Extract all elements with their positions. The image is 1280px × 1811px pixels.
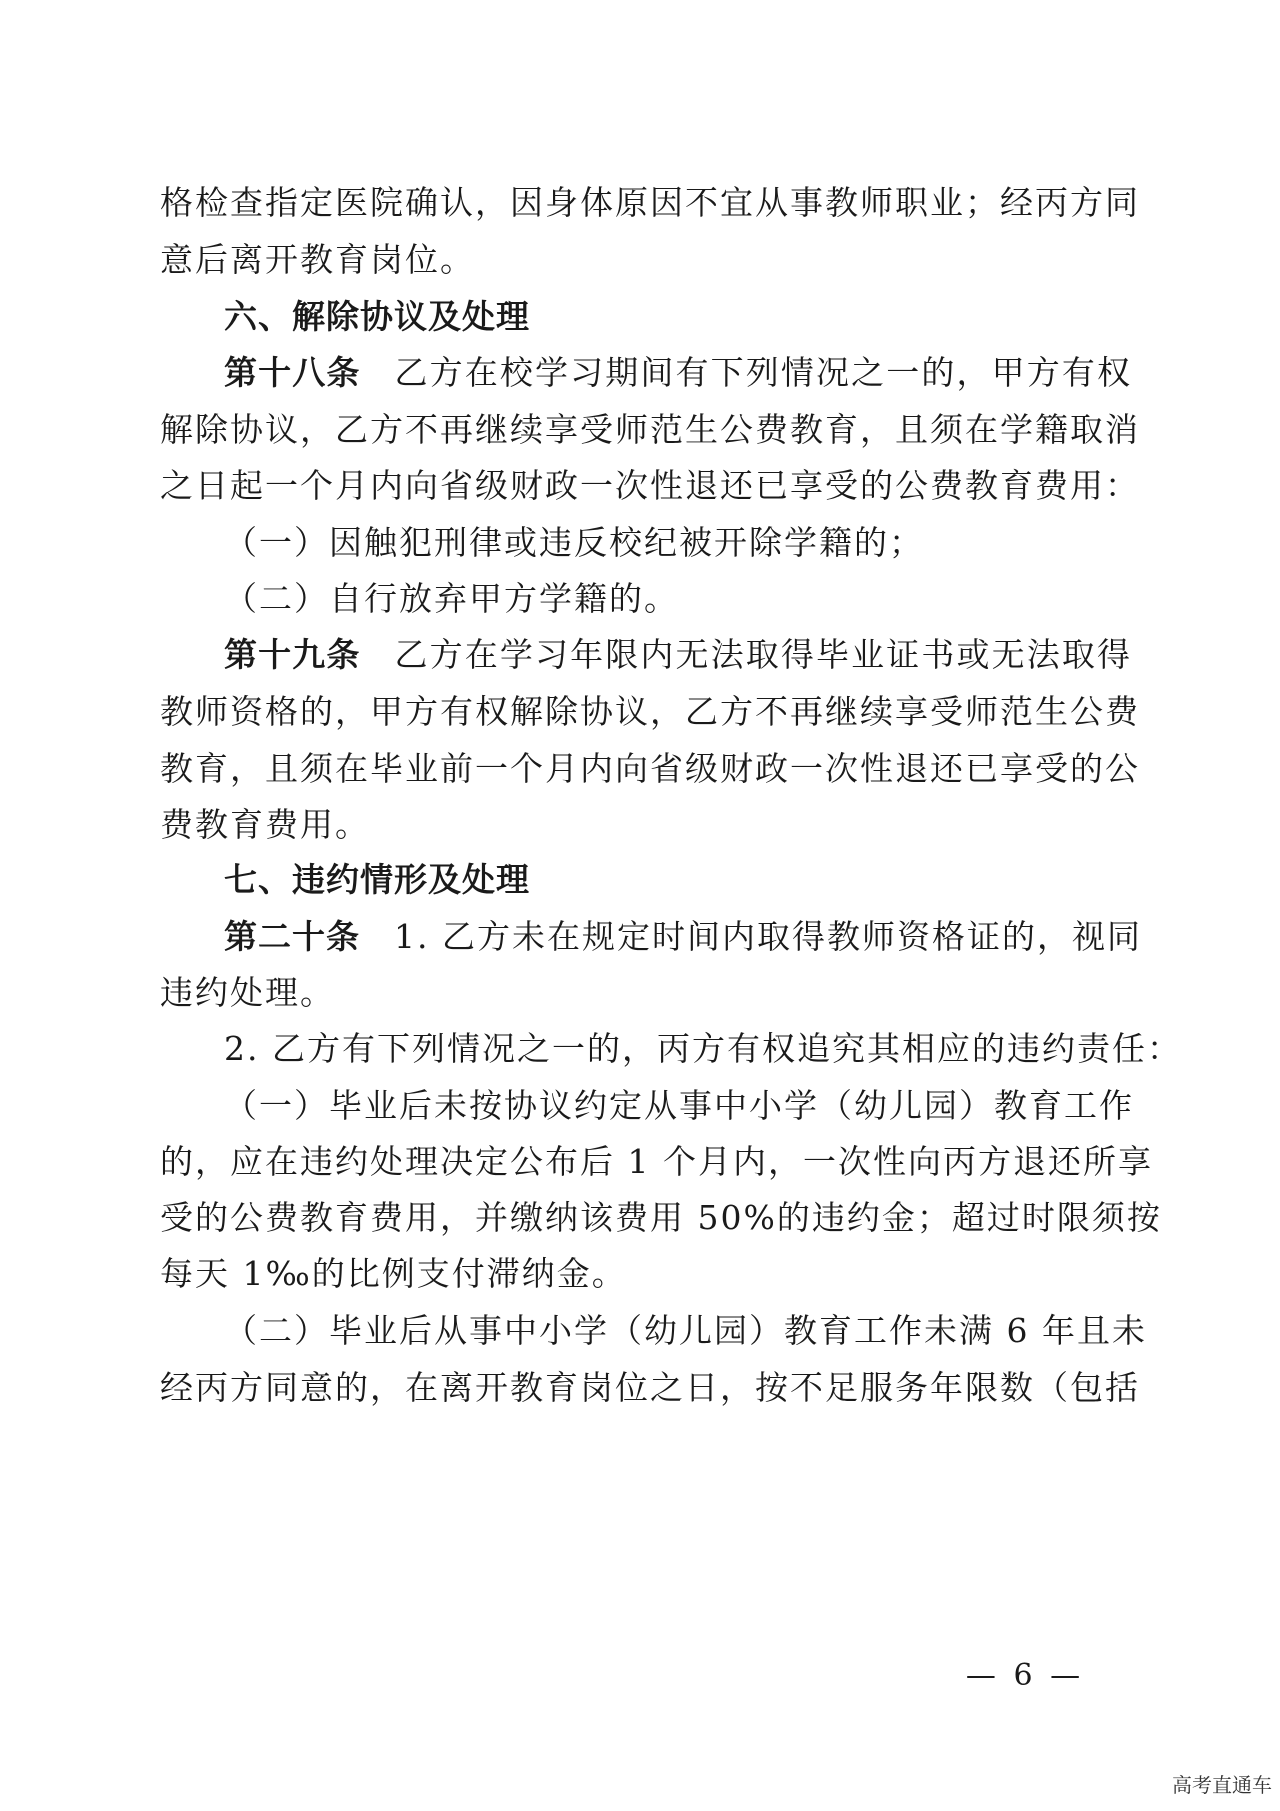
paragraph-line: 违约处理。 [160,973,335,1012]
paragraph-line: 意后离开教育岗位。 [160,240,475,279]
paragraph-line: 经丙方同意的，在离开教育岗位之日，按不足服务年限数（包括 [160,1368,1140,1407]
section-heading-7: 七、违约情形及处理 [224,860,530,899]
paragraph-line: 的，应在违约处理决定公布后 1 个月内，一次性向丙方退还所享 [160,1142,1153,1181]
page-number: — 6 — [965,1658,1085,1693]
paragraph-line: 解除协议，乙方不再继续享受师范生公费教育，且须在学籍取消 [160,410,1140,449]
paragraph-text: 1. 乙方未在规定时间内取得教师资格证的，视同 [394,917,1142,956]
paragraph-text: 乙方在学习年限内无法取得毕业证书或无法取得 [394,635,1132,674]
article-20-first-line [224,917,1142,957]
list-item: （一）毕业后未按协议约定从事中小学（幼儿园）教育工作 [224,1086,1134,1125]
paragraph-line: 之日起一个月内向省级财政一次性退还已享受的公费教育费用： [160,466,1140,505]
article-18-first-line [224,353,1132,393]
article-number: 第十八条 [224,353,361,392]
list-item: （二）自行放弃甲方学籍的。 [224,579,679,618]
list-item: （一）因触犯刑律或违反校纪被开除学籍的； [224,523,924,562]
paragraph-text: 乙方在校学习期间有下列情况之一的，甲方有权 [394,353,1132,392]
paragraph-line: 格检查指定医院确认，因身体原因不宜从事教师职业；经丙方同 [160,183,1140,222]
paragraph-line: 教育，且须在毕业前一个月内向省级财政一次性退还已享受的公 [160,749,1140,788]
list-item: （二）毕业后从事中小学（幼儿园）教育工作未满 6 年且未 [224,1311,1147,1350]
watermark-text: 高考直通车 [1172,1773,1272,1797]
section-heading-6: 六、解除协议及处理 [224,297,530,336]
paragraph-line: 教师资格的，甲方有权解除协议，乙方不再继续享受师范生公费 [160,692,1140,731]
article-number: 第二十条 [224,917,360,956]
paragraph-line: 每天 1‰的比例支付滞纳金。 [160,1254,627,1293]
article-19-first-line [224,635,1132,675]
paragraph-line: 2. 乙方有下列情况之一的，丙方有权追究其相应的违约责任： [224,1029,1182,1068]
paragraph-line: 费教育费用。 [160,805,370,844]
paragraph-line: 受的公费教育费用，并缴纳该费用 50%的违约金；超过时限须按 [160,1198,1162,1237]
article-number: 第十九条 [224,635,361,674]
